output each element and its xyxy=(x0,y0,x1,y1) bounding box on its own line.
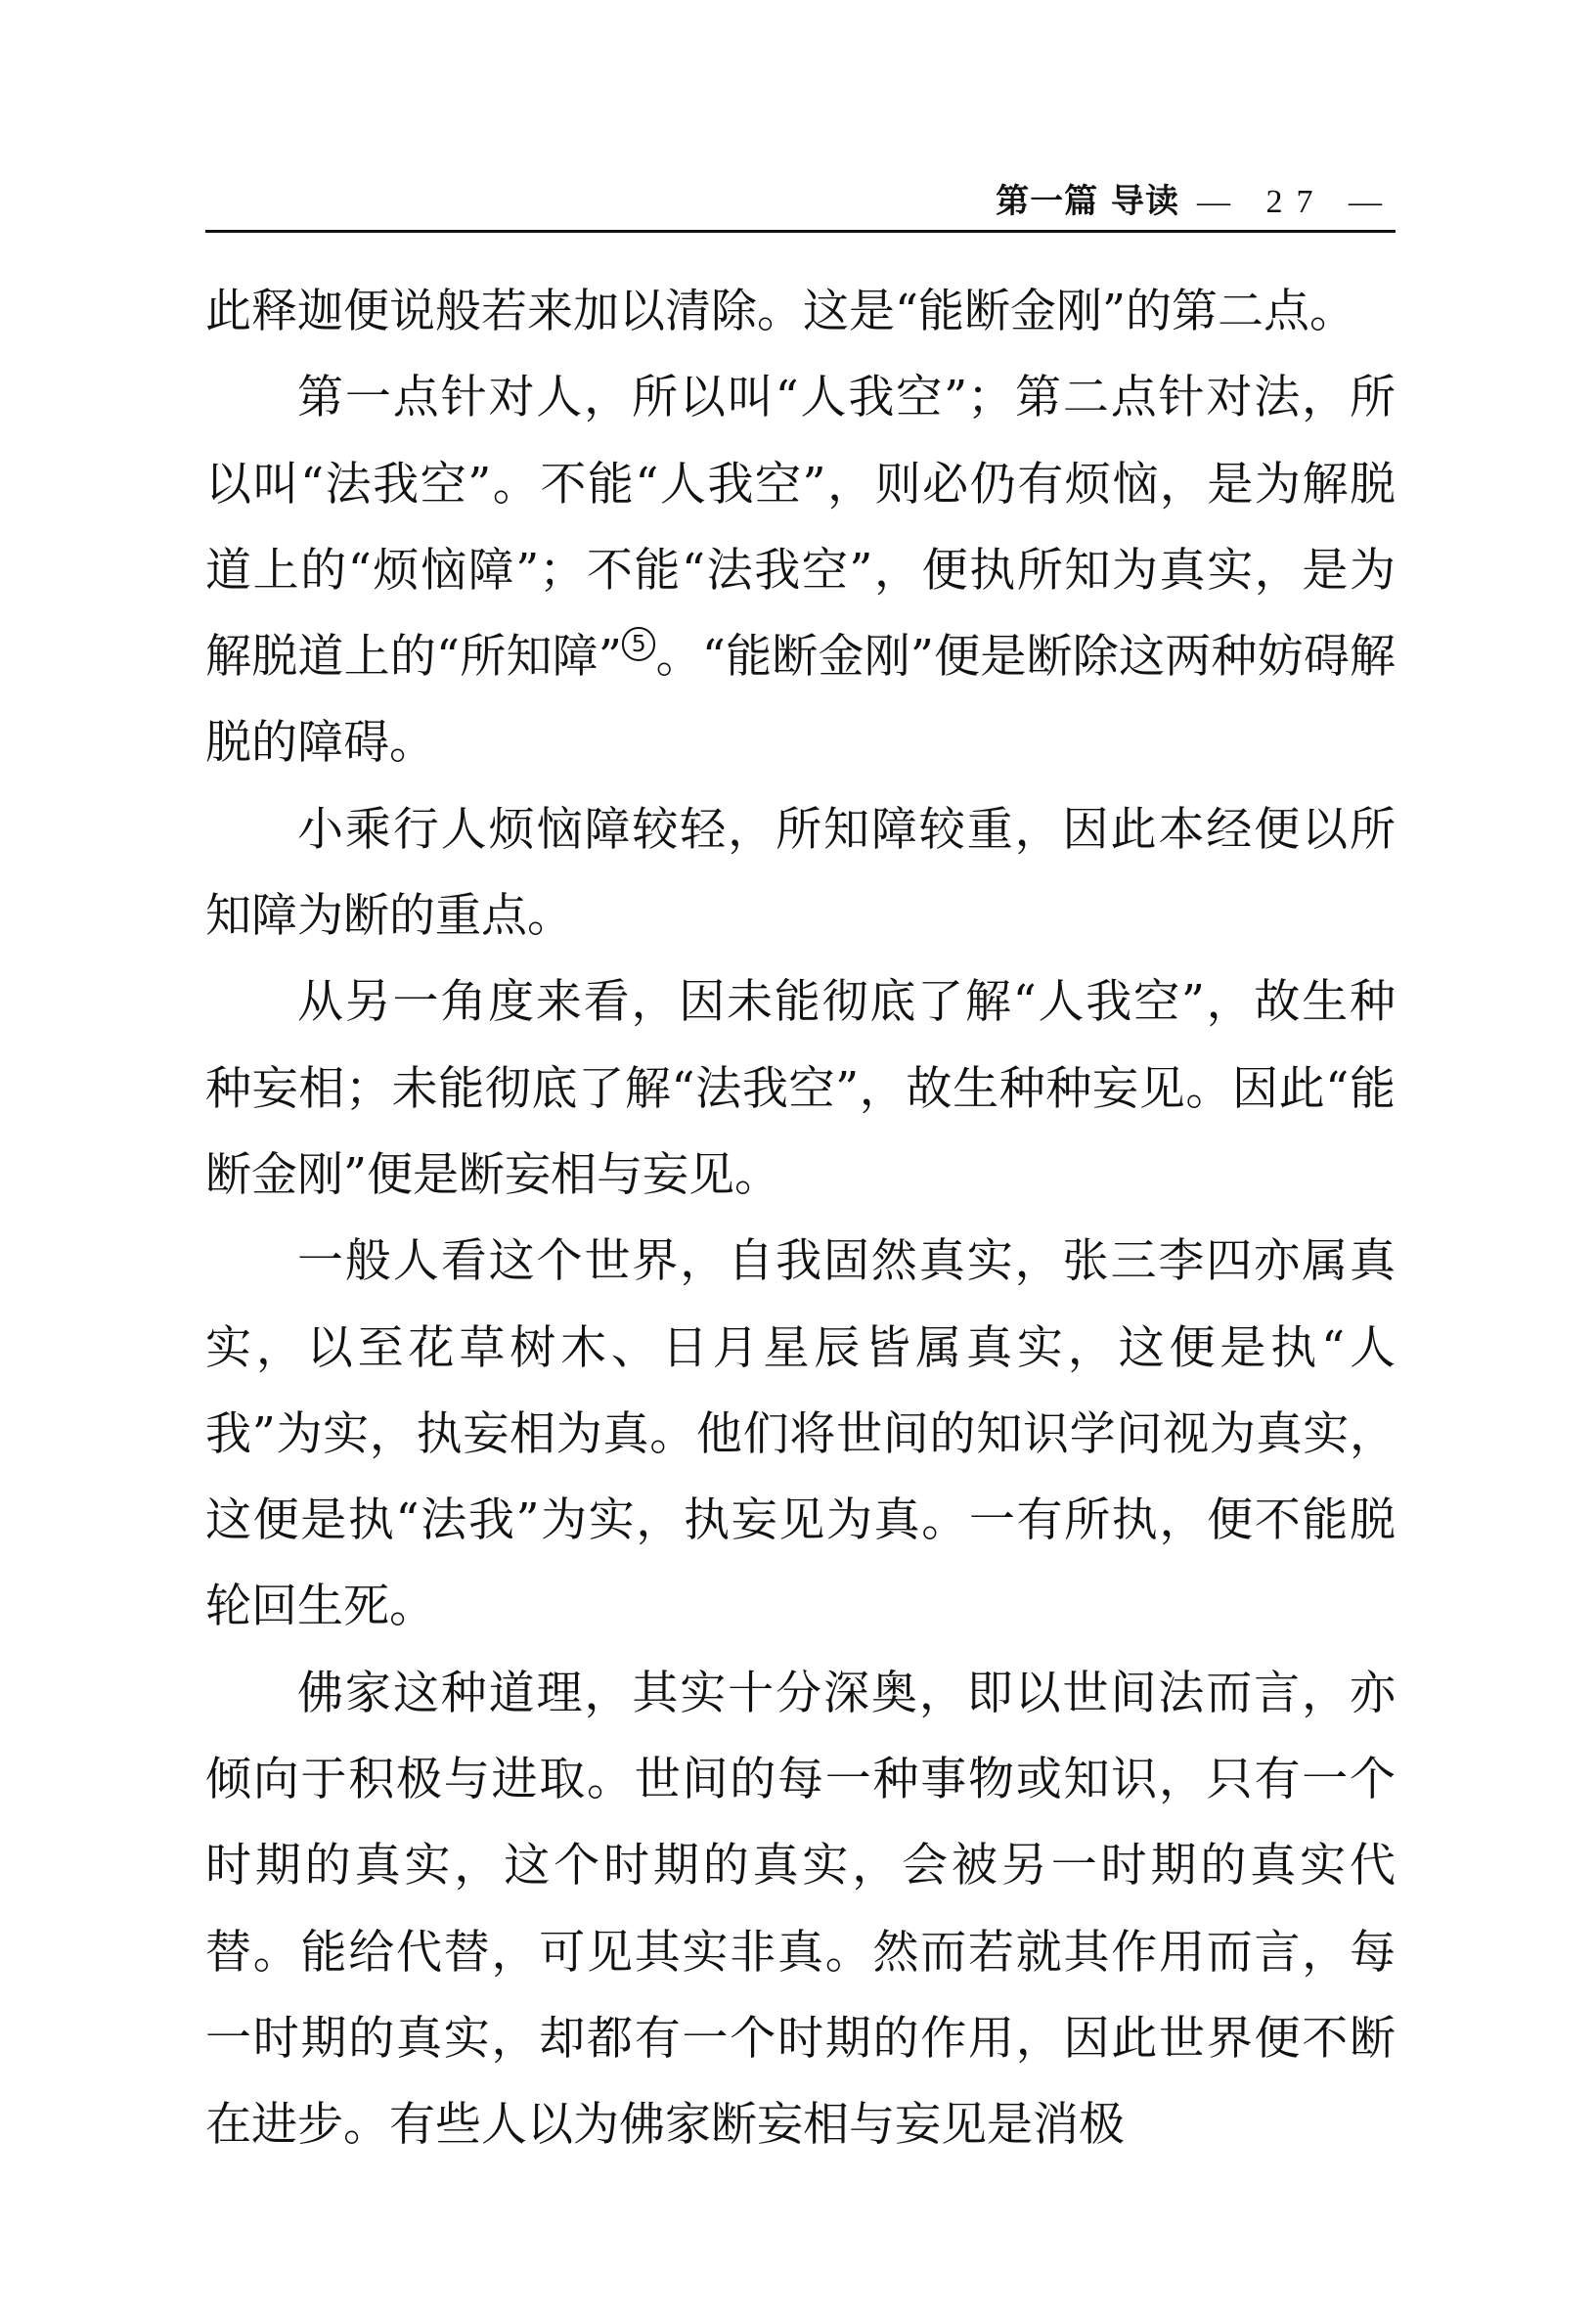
paragraph-2 xyxy=(205,355,1396,786)
running-head-content xyxy=(996,174,1396,230)
paragraph-1: 此释迦便说般若来加以清除。这是“能断金刚”的第二点。 xyxy=(205,285,1356,338)
paragraph-2-text-a: 第一点针对人，所以叫“人我空”；第二点针对法，所以叫“法我空”。不能“人我空”，则必仍有烦恼，是为解脱道上的“烦恼障”；不能“法我空”，便执所知为真实，是为解脱道上的“所知障” xyxy=(205,371,1396,685)
footnote-reference: 5 xyxy=(622,627,656,661)
paragraph-3: 小乘行人烦恼障较轻，所知障较重，因此本经便以所知障为断的重点。 xyxy=(205,802,1396,944)
page-number: — 27 — xyxy=(1197,184,1396,220)
paragraph-4: 从另一角度来看，因未能彻底了解“人我空”，故生种种妄相；未能彻底了解“法我空”，故生种种妄见。因此“能断金刚”便是断妄相与妄见。 xyxy=(205,975,1396,1202)
body-text xyxy=(205,269,1396,2169)
section-title: 第一篇 导读 xyxy=(996,182,1179,221)
paragraph-2-text-b: 。“能断金刚”便是断除这两种妨碍解脱的障碍。 xyxy=(205,630,1396,771)
paragraph-5: 一般人看这个世界，自我固然真实，张三李四亦属真实，以至花草树木、日月星辰皆属真实，这便是执“人我”为实，执妄相为真。他们将世间的知识学问视为真实，这便是执“法我”为实，执妄见为真。一有所执，便不能脱轮回生死。 xyxy=(205,1234,1396,1634)
running-head xyxy=(205,181,1396,233)
paragraph-6: 佛家这种道理，其实十分深奥，即以世间法而言，亦倾向于积极与进取。世间的每一种事物或知识，只有一个时期的真实，这个时期的真实，会被另一时期的真实代替。能给代替，可见其实非真。然而若就其作用而言，每一时期的真实，却都有一个时期的作用，因此世界便不断在进步。有些人以为佛家断妄相与妄见是消极 xyxy=(205,1666,1396,2153)
